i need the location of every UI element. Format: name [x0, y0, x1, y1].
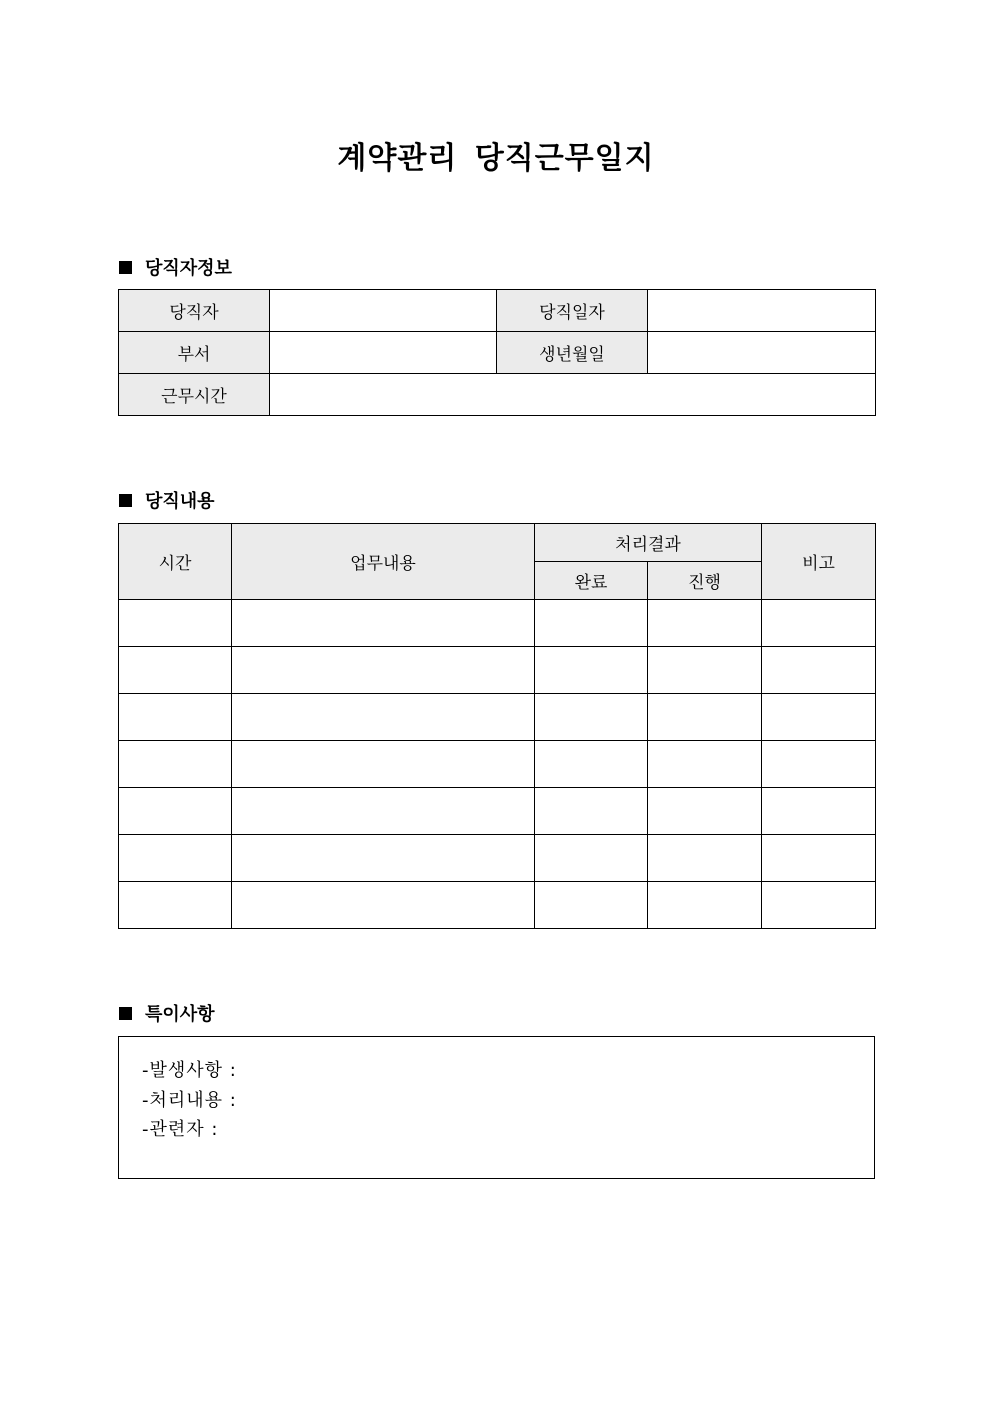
section-heading-special-notes: [119, 1000, 215, 1026]
birth-date-label: 생년월일: [497, 332, 648, 374]
in-progress-cell[interactable]: [648, 647, 762, 694]
done-cell[interactable]: [535, 741, 648, 788]
table-row: [119, 741, 876, 788]
col-header-in-progress: 진행: [648, 562, 762, 600]
done-cell[interactable]: [535, 647, 648, 694]
in-progress-cell[interactable]: [648, 600, 762, 647]
time-cell[interactable]: [119, 741, 232, 788]
section-heading-duty-info: [119, 254, 232, 280]
note-cell[interactable]: [762, 647, 876, 694]
time-cell[interactable]: [119, 600, 232, 647]
section-heading-label: 특이사항: [145, 1004, 215, 1025]
task-cell[interactable]: [232, 694, 535, 741]
duty-content-table: [118, 523, 876, 929]
col-header-result: 처리결과: [535, 524, 762, 562]
duty-person-label: 당직자: [119, 290, 270, 332]
task-cell[interactable]: [232, 600, 535, 647]
department-field[interactable]: [270, 332, 497, 374]
in-progress-cell[interactable]: [648, 788, 762, 835]
note-cell[interactable]: [762, 741, 876, 788]
birth-date-field[interactable]: [648, 332, 876, 374]
in-progress-cell[interactable]: [648, 882, 762, 929]
done-cell[interactable]: [535, 788, 648, 835]
time-cell[interactable]: [119, 647, 232, 694]
section-heading-duty-content: [119, 487, 215, 513]
table-header-row: [119, 524, 876, 562]
col-header-time: 시간: [119, 524, 232, 600]
table-row: [119, 882, 876, 929]
in-progress-cell[interactable]: [648, 694, 762, 741]
time-cell[interactable]: [119, 694, 232, 741]
note-cell[interactable]: [762, 882, 876, 929]
task-cell[interactable]: [232, 647, 535, 694]
table-row: [119, 290, 876, 332]
done-cell[interactable]: [535, 835, 648, 882]
table-row: [119, 600, 876, 647]
time-cell[interactable]: [119, 788, 232, 835]
note-cell[interactable]: [762, 835, 876, 882]
special-notes-box[interactable]: [118, 1036, 875, 1179]
work-hours-field[interactable]: [270, 374, 876, 416]
table-row: [119, 788, 876, 835]
note-cell[interactable]: [762, 600, 876, 647]
in-progress-cell[interactable]: [648, 835, 762, 882]
duty-person-field[interactable]: [270, 290, 497, 332]
table-row: [119, 647, 876, 694]
square-bullet-icon: [119, 494, 132, 507]
note-cell[interactable]: [762, 694, 876, 741]
square-bullet-icon: [119, 261, 132, 274]
square-bullet-icon: [119, 1007, 132, 1020]
time-cell[interactable]: [119, 882, 232, 929]
done-cell[interactable]: [535, 882, 648, 929]
table-row: [119, 694, 876, 741]
duty-date-label: 당직일자: [497, 290, 648, 332]
time-cell[interactable]: [119, 835, 232, 882]
duty-date-field[interactable]: [648, 290, 876, 332]
in-progress-cell[interactable]: [648, 741, 762, 788]
col-header-note: 비고: [762, 524, 876, 600]
table-row: [119, 374, 876, 416]
section-heading-label: 당직자정보: [145, 258, 232, 279]
handling-line: -처리내용 :: [142, 1090, 237, 1111]
task-cell[interactable]: [232, 882, 535, 929]
task-cell[interactable]: [232, 741, 535, 788]
done-cell[interactable]: [535, 600, 648, 647]
related-person-line: -관련자 :: [142, 1119, 219, 1140]
table-row: [119, 332, 876, 374]
task-cell[interactable]: [232, 835, 535, 882]
done-cell[interactable]: [535, 694, 648, 741]
table-row: [119, 835, 876, 882]
occurrence-line: -발생사항 :: [142, 1060, 237, 1081]
document-title: 계약관리 당직근무일지: [337, 141, 655, 176]
duty-info-table: [118, 289, 876, 416]
task-cell[interactable]: [232, 788, 535, 835]
col-header-done: 완료: [535, 562, 648, 600]
department-label: 부서: [119, 332, 270, 374]
work-hours-label: 근무시간: [119, 374, 270, 416]
note-cell[interactable]: [762, 788, 876, 835]
section-heading-label: 당직내용: [145, 491, 215, 512]
col-header-task: 업무내용: [232, 524, 535, 600]
